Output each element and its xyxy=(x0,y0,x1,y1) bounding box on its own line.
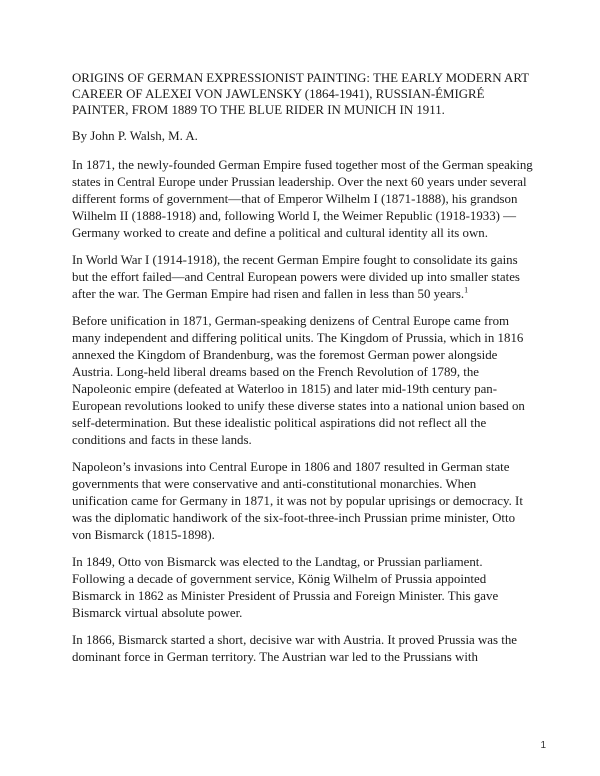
paragraph xyxy=(72,252,534,303)
paragraph-text: In 1866, Bismarck started a short, decisive war with Austria. It proved Prussia was the dominant force in German territory. The Austrian war led to the Prussians with xyxy=(72,633,517,664)
paragraph xyxy=(72,157,534,242)
paragraph xyxy=(72,632,534,666)
footnote-marker[interactable]: 1 xyxy=(464,285,469,295)
paragraph-text: Napoleon’s invasions into Central Europe in 1806 and 1807 resulted in German state governments that were conservative and anti-constitutional monarchies. When unification came for Germany in 1871, it was not by popular uprisings or democracy. It was the diplomatic handiwork of the six-foot-three-inch Prussian prime minister, Otto von Bismarck (1815-1898). xyxy=(72,460,523,542)
author-line: By John P. Walsh, M. A. xyxy=(72,129,198,143)
paragraph xyxy=(72,459,534,544)
paragraph xyxy=(72,313,534,449)
document-title: ORIGINS OF GERMAN EXPRESSIONIST PAINTING: THE EARLY MODERN ART CAREER OF ALEXEI VON JAWLENSKY (1864-1941), RUSSIAN-ÉMIGRÉ PAINTER, FROM 1889 TO THE BLUE RIDER IN MUNICH IN 1911. xyxy=(72,71,529,117)
paragraph-text: Before unification in 1871, German-speaking denizens of Central Europe came from many independent and differing political units. The Kingdom of Prussia, which in 1816 annexed the Kingdom of Brandenburg, was the foremost German power alongside Austria. Long-held liberal dreams based on the French Revolution of 1789, the Napoleonic empire (defeated at Waterloo in 1815) and later mid-19th century pan-European revolutions looked to unify these diverse states into a national union based on self-determination. But these idealistic political aspirations did not reflect all the conditions and facts in these lands. xyxy=(72,314,525,447)
paragraph-text: In 1849, Otto von Bismarck was elected to the Landtag, or Prussian parliament. Following a decade of government service, König Wilhelm of Prussia appointed Bismarck in 1862 as Minister President of Prussia and Foreign Minister. This gave Bismarck virtual absolute power. xyxy=(72,555,499,620)
paragraph-text: In 1871, the newly-founded German Empire fused together most of the German speaking states in Central Europe under Prussian leadership. Over the next 60 years under several different forms of government—that of Emperor Wilhelm I (1871-1888), his grandson Wilhelm II (1888-1918) and, following World I, the Weimer Republic (1918-1933) —Germany worked to create and define a political and cultural identity all its own. xyxy=(72,158,533,240)
page-content xyxy=(72,70,534,676)
page-number: 1 xyxy=(540,740,546,751)
paragraph xyxy=(72,554,534,622)
paragraph-text: In World War I (1914-1918), the recent German Empire fought to consolidate its gains but the effort failed—and Central European powers were divided up into smaller states after the war. The German Empire had risen and fallen in less than 50 years. xyxy=(72,253,520,301)
